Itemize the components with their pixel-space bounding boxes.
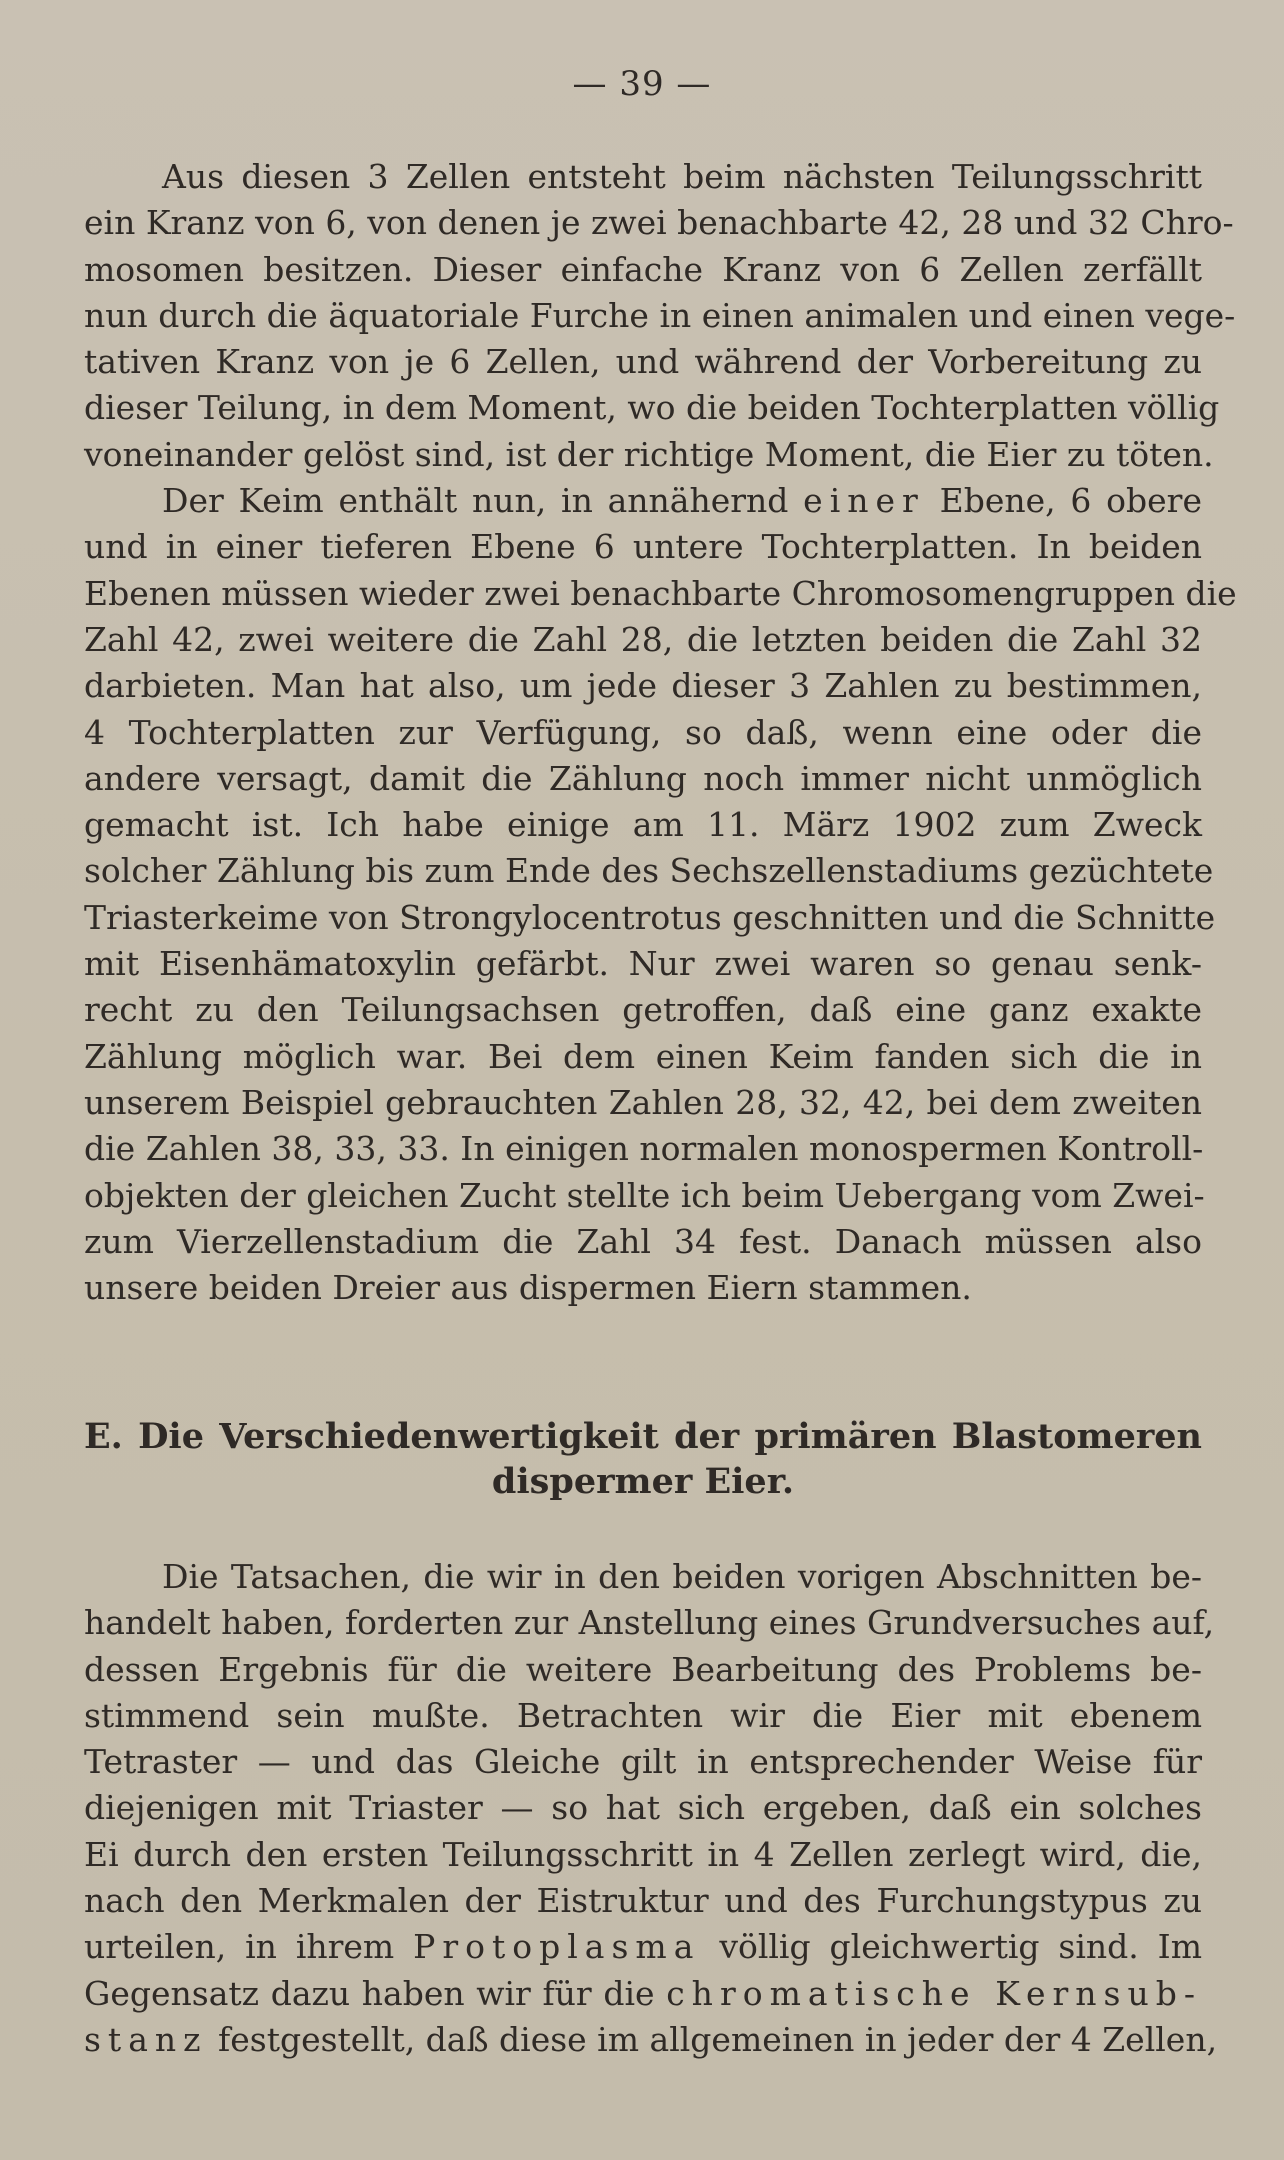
body-text-bottom bbox=[84, 1554, 1218, 2063]
text-line: und in einer tieferen Ebene 6 untere Tochterplatten. In beiden bbox=[84, 527, 1202, 567]
text-line: Ebenen müssen wieder zwei benachbarte Chromosomengruppen die bbox=[84, 573, 1237, 613]
text-line: nach den Merkmalen der Eistruktur und des Furchungstypus zu bbox=[84, 1881, 1202, 1921]
text-line: recht zu den Teilungsachsen getroffen, daß eine ganz exakte bbox=[84, 990, 1202, 1030]
heading-line: E. Die Verschiedenwertigkeit der primären Blastomeren bbox=[84, 1416, 1202, 1457]
text-line: solcher Zählung bis zum Ende des Sechszellenstadiums gezüchtete bbox=[84, 851, 1214, 891]
text-line: unserem Beispiel gebrauchten Zahlen 28, 32, 42, bei dem zweiten bbox=[84, 1082, 1202, 1122]
text-line: die Zahlen 38, 33, 33. In einigen normalen monospermen Kontroll- bbox=[84, 1129, 1204, 1169]
text-line: stimmend sein mußte. Betrachten wir die Eier mit ebenem bbox=[84, 1695, 1202, 1735]
text-line: andere versagt, damit die Zählung noch immer nicht unmöglich bbox=[84, 758, 1202, 798]
text-line: mit Eisenhämatoxylin gefärbt. Nur zwei waren so genau senk- bbox=[84, 944, 1202, 984]
text-line: nun durch die äquatoriale Furche in einen animalen und einen vege- bbox=[84, 295, 1236, 335]
text-line bbox=[84, 2017, 1218, 2063]
text-line: gemacht ist. Ich habe einige am 11. März 1902 zum Zweck bbox=[84, 805, 1202, 845]
text-line: darbieten. Man hat also, um jede dieser 3 Zahlen zu bestimmen, bbox=[84, 666, 1202, 706]
text-line: dieser Teilung, in dem Moment, wo die beiden Tochterplatten völlig bbox=[84, 388, 1220, 428]
text-line: ein Kranz von 6, von denen je zwei benachbarte 42, 28 und 32 Chro- bbox=[84, 203, 1234, 243]
text-line: objekten der gleichen Zucht stellte ich beim Uebergang vom Zwei- bbox=[84, 1175, 1205, 1215]
text-line: zum Vierzellenstadium die Zahl 34 fest. Danach müssen also bbox=[84, 1221, 1202, 1261]
text-line: Zahl 42, zwei weitere die Zahl 28, die letzten beiden die Zahl 32 bbox=[84, 619, 1202, 659]
text-fragment: Ebene, 6 obere bbox=[939, 481, 1202, 521]
spaced-emphasis: Protoplasma bbox=[413, 1927, 701, 1967]
text-line: Tetraster — und das Gleiche gilt in entsprechender Weise für bbox=[84, 1742, 1202, 1782]
text-line: voneinander gelöst sind, ist der richtige Moment, die Eier zu töten. bbox=[84, 434, 1214, 474]
text-line: Zählung möglich war. Bei dem einen Keim fanden sich die in bbox=[84, 1036, 1202, 1076]
text-line bbox=[84, 1971, 1202, 2017]
text-line: tativen Kranz von je 6 Zellen, und während der Vorbereitung zu bbox=[84, 342, 1202, 382]
text-fragment: urteilen, in ihrem bbox=[84, 1927, 395, 1967]
text-line: handelt haben, forderten zur Anstellung eines Grundversuches auf, bbox=[84, 1603, 1215, 1643]
text-fragment: festgestellt, daß diese im allgemeinen in jeder der 4 Zellen, bbox=[218, 2019, 1218, 2059]
text-fragment: Der Keim enthält nun, in annähernd bbox=[162, 481, 789, 521]
spaced-emphasis: chromatische Kernsub- bbox=[666, 1973, 1202, 2013]
text-line bbox=[84, 1924, 1202, 1970]
heading-line: dispermer Eier. bbox=[491, 1461, 795, 1502]
text-fragment: Gegensatz dazu haben wir für die bbox=[84, 1973, 655, 2013]
text-line: 4 Tochterplatten zur Verfügung, so daß, wenn eine oder die bbox=[84, 712, 1202, 752]
text-line: Ei durch den ersten Teilungsschritt in 4 Zellen zerlegt wird, die, bbox=[84, 1834, 1202, 1874]
text-line: diejenigen mit Triaster — so hat sich ergeben, daß ein solches bbox=[84, 1788, 1202, 1828]
body-text-top bbox=[84, 154, 1237, 1311]
text-fragment: völlig gleichwertig sind. Im bbox=[719, 1927, 1203, 1967]
text-line: Aus diesen 3 Zellen entsteht beim nächsten Teilungsschritt bbox=[162, 157, 1202, 196]
page-number: — 39 — bbox=[572, 64, 712, 104]
spaced-emphasis: einer bbox=[803, 481, 925, 521]
text-line: unsere beiden Dreier aus dispermen Eiern stammen. bbox=[84, 1268, 972, 1308]
spaced-emphasis: stanz bbox=[84, 2019, 208, 2059]
section-heading bbox=[84, 1414, 1202, 1504]
text-line: mosomen besitzen. Dieser einfache Kranz von 6 Zellen zerfällt bbox=[84, 249, 1202, 289]
text-line: Triasterkeime von Strongylocentrotus geschnitten und die Schnitte bbox=[84, 897, 1216, 937]
text-line: dessen Ergebnis für die weitere Bearbeitung des Problems be- bbox=[84, 1649, 1202, 1689]
text-line bbox=[84, 478, 1202, 524]
text-line: Die Tatsachen, die wir in den beiden vorigen Abschnitten be- bbox=[162, 1557, 1202, 1596]
